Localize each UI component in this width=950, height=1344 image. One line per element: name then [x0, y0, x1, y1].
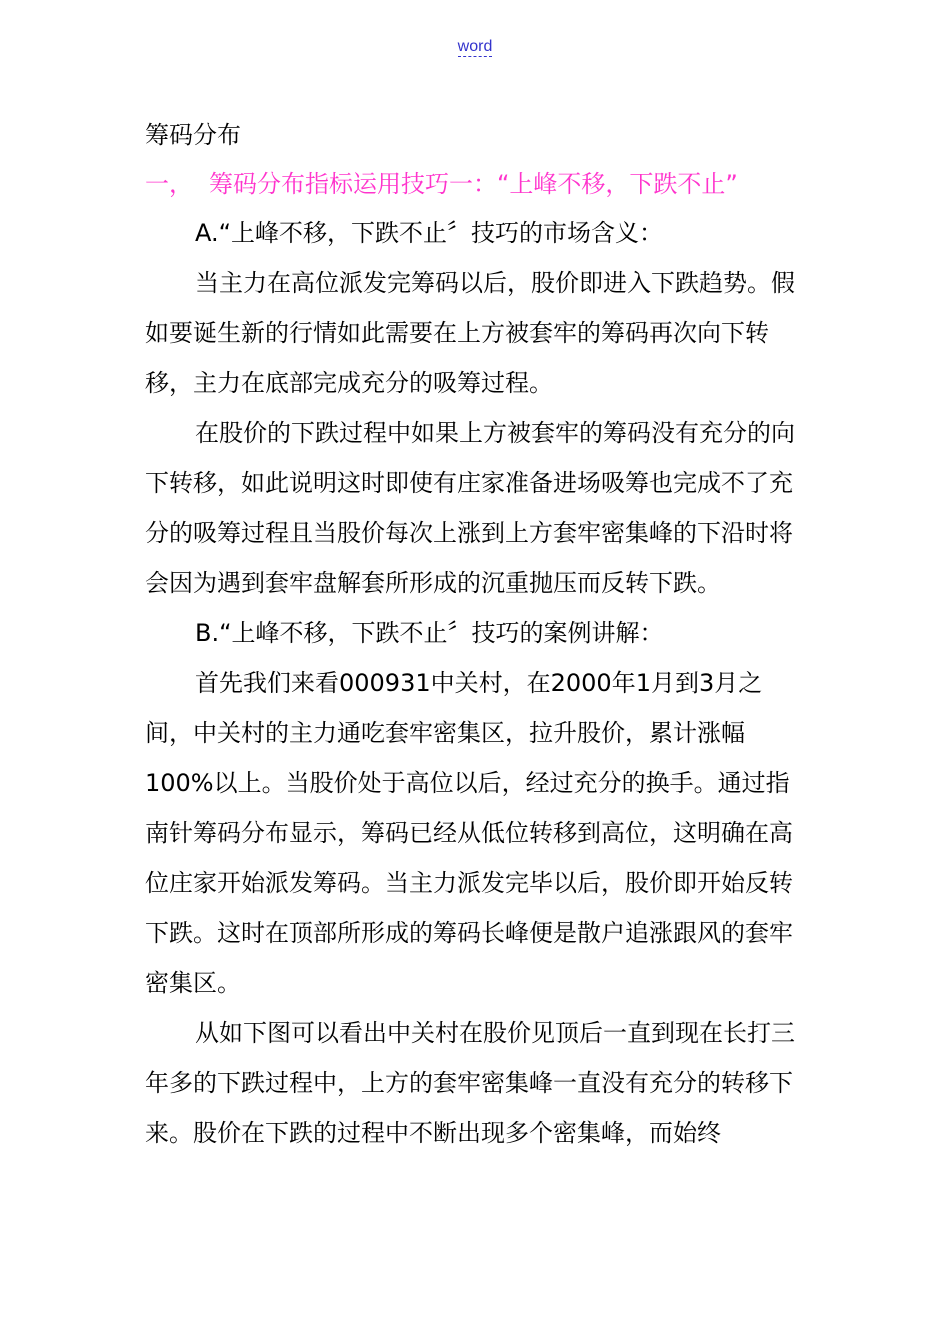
paragraph-4: 从如下图可以看出中关村在股价见顶后一直到现在长打三年多的下跌过程中，上方的套牢密集峰一直没有充分的转移下来。股价在下跌的过程中不断出现多个密集峰，而始终	[145, 1019, 795, 1147]
document-title: 筹码分布	[145, 121, 241, 149]
heading-text: 筹码分布指标运用技巧一：“上峰不移，下跌不止”	[209, 170, 738, 198]
subheading-a: A.“上峰不移，下跌不止〞技巧的市场含义：	[195, 219, 664, 247]
heading-number: 一，	[145, 170, 193, 198]
document-body	[145, 110, 810, 1158]
header-word-link[interactable]: word	[457, 38, 493, 55]
page-header	[0, 38, 950, 56]
paragraph-3: 首先我们来看000931中关村，在2000年1月到3月之间，中关村的主力通吃套牢密集区，拉升股价，累计涨幅100%以上。当股价处于高位以后，经过充分的换手。通过指南针筹码分布显示，筹码已经从低位转移到高位，这明确在高位庄家开始派发筹码。当主力派发完毕以后，股价即开始反转下跌。这时在顶部所形成的筹码长峰便是散户追涨跟风的套牢密集区。	[145, 669, 793, 997]
subheading-b: B.“上峰不移，下跌不止〞技巧的案例讲解：	[195, 619, 664, 647]
paragraph-2: 在股价的下跌过程中如果上方被套牢的筹码没有充分的向下转移，如此说明这时即使有庄家准备进场吸筹也完成不了充分的吸筹过程且当股价每次上涨到上方套牢密集峰的下沿时将会因为遇到套牢盘解套所形成的沉重抛压而反转下跌。	[145, 419, 795, 597]
paragraph-1: 当主力在高位派发完筹码以后，股价即进入下跌趋势。假如要诞生新的行情如此需要在上方被套牢的筹码再次向下转移，主力在底部完成充分的吸筹过程。	[145, 269, 795, 397]
section-heading	[145, 160, 810, 208]
